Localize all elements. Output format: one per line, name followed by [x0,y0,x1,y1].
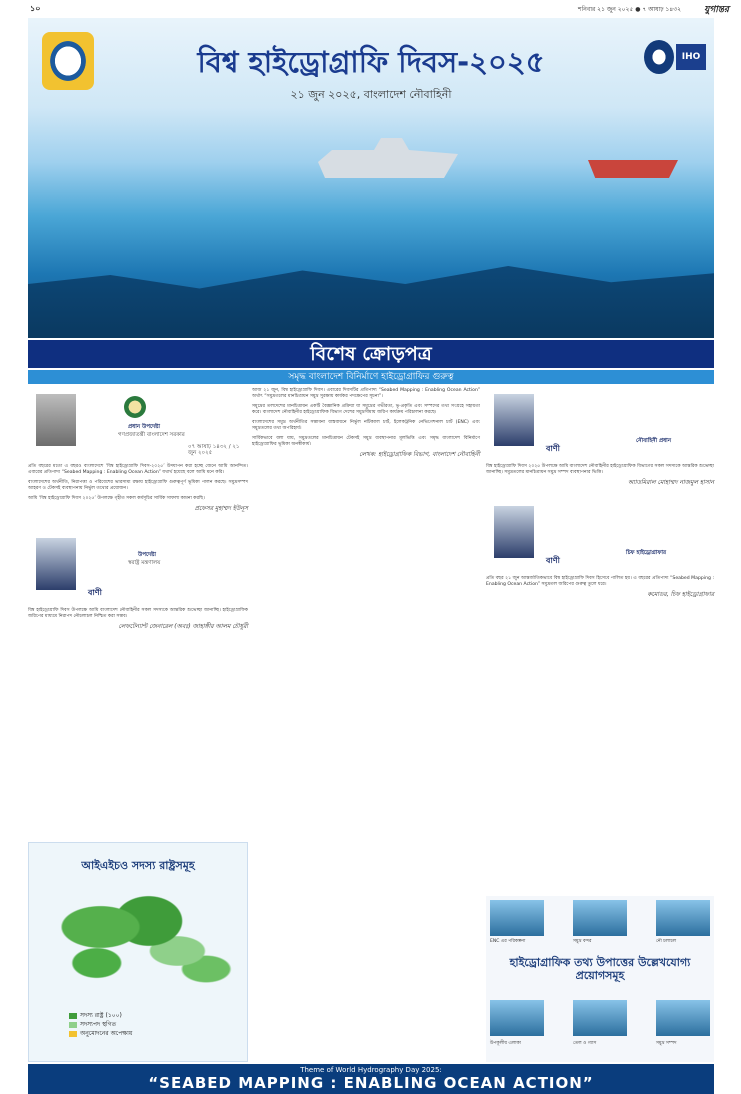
caption: তেল ও গ্যাস [573,1041,597,1046]
resource-thumbnail [656,1000,710,1036]
applications-title: হাইড্রোগ্রাফিক তথ্য উপাত্তের উল্লেখযোগ্য প্রয়োগসমূহ [509,956,691,982]
theme-footer [28,1064,714,1094]
caption: সমুদ্র সম্পদ [656,1041,677,1046]
chief-hydrographer-photo [494,506,534,558]
navy-chief-signature: অ্যাডমিরাল মোহাম্মদ নাজমুল হাসান [627,479,714,486]
caption: উপকূলীয় এলাকা [490,1041,521,1046]
page-number: ১০ [30,4,41,13]
paper-name: যুগান্তর [704,5,729,15]
chief-adviser-message [28,388,248,460]
adviser-role: উপদেষ্টা [138,552,157,558]
supplement-title: বিশেষ ক্রোড়পত্র [28,340,714,368]
adviser-subrole: স্বরাষ্ট্র মন্ত্রণালয় [128,560,161,566]
chief-adviser-date: ০৭ আষাঢ় ১৪৩২ / ২১ জুন ২০২৫ [188,444,240,456]
article-body-2: সমুদ্রের তলদেশের মানচিত্রায়ন একটি বৈজ্ঞানিক প্রক্রিয়া যা সমুদ্রের গভীরতা, ভূ-প্রকৃতি এবং সম্পদের তথ্য সংগ্রহে সহায়তা করে। বাংলাদেশ নৌবাহিনীর হাইড্রোগ্রাফিক বিভাগ দেশের সমুদ্রসীমায় জরিপ কার্যক্রম পরিচালনা করছে। [252,404,480,415]
article-author: লেখক: হাইড্রোগ্রাফিক বিভাগ, বাংলাদেশ নৌবাহিনী [359,451,480,458]
navy-chief-role: নৌবাহিনী প্রধান [636,438,672,444]
legend-item: সদস্য রাষ্ট্র (১০০) [69,1011,132,1020]
navy-chief-label: বাণী [546,444,560,453]
adviser-message [28,532,248,604]
article-body-3: বাংলাদেশের সমুদ্র অর্থনীতির সম্ভাবনা বাস্তবায়নে নির্ভুল নটিক্যাল চার্ট, ইলেকট্রনিক নেভিগেশনাল চার্ট (ENC) এবং সমুদ্রতলের তথ্য অপরিহার্য। [252,420,480,431]
enc-thumbnail [490,900,544,936]
adviser-signature: লেফটেন্যান্ট জেনারেল (অবঃ) জাহাঙ্গীর আলম চৌধুরী [118,623,248,630]
legend-swatch [69,1031,77,1037]
survey-ship-illustration [318,138,458,178]
chief-adviser-subrole: গণপ্রজাতন্ত্রী বাংলাদেশ সরকার [118,432,185,438]
theme-label: Theme of World Hydrography Day 2025: [300,1066,442,1074]
chief-adviser-body: প্রতি বছরের মতো এ বছরও বাংলাদেশে ‘বিশ্ব হাইড্রোগ্রাফি দিবস-২০২৫’ উদযাপন করা হচ্ছে জেনে আমি আনন্দিত। এবারের প্রতিপাদ্য “Seabed Mapping : Enabling Ocean Action” যথার্থ হয়েছে বলে আমি মনে করি। [28,464,248,475]
chief-adviser-body-2: বাংলাদেশের অর্থনীতি, নিরাপত্তা ও পরিবেশের ভারসাম্য রক্ষায় হাইড্রোগ্রাফি গুরুত্বপূর্ণ ভূমিকা পালন করছে। সমুদ্রসম্পদ আহরণ ও টেকসই ব্যবস্থাপনায় নির্ভুল তথ্যের প্রয়োজন। [28,480,248,491]
chief-hydrographer-body: প্রতি বছর ২১ জুন আন্তর্জাতিকভাবে বিশ্ব হাইড্রোগ্রাফি দিবস হিসেবে পালিত হয়। এ বছরের প্রতিপাদ্য “Seabed Mapping : Enabling Ocean Action” সমুদ্রতল জরিপের গুরুত্ব তুলে ধরে। [486,576,714,587]
cargo-ship-illustration [588,148,678,178]
theme-text: “SEABED MAPPING : ENABLING OCEAN ACTION” [148,1074,594,1092]
middle-column [252,388,480,462]
chief-adviser-body-3: আমি ‘বিশ্ব হাইড্রোগ্রাফি দিবস ২০২৫’ উপলক্ষে গৃহীত সকল কর্মসূচির সার্বিক সাফল্য কামনা করছি। [28,496,205,501]
article-body-1: আজ ২১ জুন, বিশ্ব হাইড্রোগ্রাফি দিবস। এবারের দিবসটির প্রতিপাদ্য “Seabed Mapping : Enabling Ocean Action” অর্থাৎ “সমুদ্রতলের মানচিত্রায়ন সমুদ্র সুরক্ষায় কার্যকর পদক্ষেপের সূচনা”। [252,388,480,399]
chief-adviser-role: প্রধান উপদেষ্টা [128,424,160,430]
hero-banner [28,18,714,338]
chief-hydrographer-label: বাণী [546,556,560,565]
chief-hydrographer-message [486,500,714,572]
applications-panel [486,896,714,1062]
legend-item: সদস্যপদ স্থগিত [69,1020,132,1029]
adviser-body: বিশ্ব হাইড্রোগ্রাফি দিবস উপলক্ষে আমি বাংলাদেশ নৌবাহিনীর সকল সদস্যকে আন্তরিক শুভেচ্ছা জানাচ্ছি। হাইড্রোগ্রাফিক জরিপের মাধ্যমে নিরাপদ নৌচলাচল নিশ্চিত করা সম্ভব। [28,608,248,619]
hero-title: বিশ্ব হাইড্রোগ্রাফি দিবস-২০২৫ [197,45,545,79]
legend-swatch [69,1013,77,1019]
oil-gas-thumbnail [573,1000,627,1036]
navy-chief-photo [494,394,534,446]
navigation-thumbnail [656,900,710,936]
caption: সমুদ্র বন্দর [573,939,592,944]
adviser-photo [36,538,76,590]
chief-adviser-photo [36,394,76,446]
legend-swatch [69,1022,77,1028]
caption: নৌ চলাচল [656,939,677,944]
adviser-label: বাণী [88,588,102,597]
left-column [28,388,248,634]
map-legend [69,1011,132,1038]
member-states-map [28,842,248,1062]
map-title: আইএইচও সদস্য রাষ্ট্রসমূহ [81,859,195,872]
chief-adviser-signature: প্রফেসর মুহাম্মদ ইউনূস [194,505,248,512]
govt-emblem-icon [124,396,146,418]
chief-hydrographer-signature: কমোডর, চিফ হাইড্রোগ্রাফার [647,591,714,598]
iho-logo: IHO [676,44,706,70]
world-map-illustration [43,879,235,999]
coast-thumbnail [490,1000,544,1036]
caption: ENC এর পরিকল্পনা [490,939,526,944]
right-column [486,388,714,602]
chief-hydrographer-role: চিফ হাইড্রোগ্রাফার [626,550,667,556]
navy-chief-message [486,388,714,460]
legend-item: অনুমোদনের অপেক্ষায় [69,1029,132,1038]
port-thumbnail [573,900,627,936]
navy-chief-body: বিশ্ব হাইড্রোগ্রাফি দিবস ২০২৫ উপলক্ষে আমি বাংলাদেশ নৌবাহিনীর হাইড্রোগ্রাফিক বিভাগের সকল সদস্যকে আন্তরিক শুভেচ্ছা জানাচ্ছি। সমুদ্রতলের মানচিত্রায়ন সমুদ্র সম্পদ ব্যবস্থাপনার ভিত্তি। [486,464,714,475]
seabed-illustration [28,248,714,338]
supplement-motto: সমৃদ্ধ বাংলাদেশ বিনির্মাণে হাইড্রোগ্রাফির গুরুত্ব [28,370,714,384]
masthead [0,0,741,16]
article-body-4: সার্বিকভাবে বলা যায়, সমুদ্রতলের মানচিত্রায়ন টেকসই সমুদ্র ব্যবস্থাপনার মূলভিত্তি এবং সমৃদ্ধ বাংলাদেশ বিনির্মাণে হাইড্রোগ্রাফির ভূমিকা অনস্বীকার্য। [252,436,480,447]
hero-subtitle: ২১ জুন ২০২৫, বাংলাদেশ নৌবাহিনী [290,88,452,101]
date-line: শনিবার ২১ জুন ২০২৫ ● ৭ আষাঢ় ১৪৩২ [578,6,681,13]
